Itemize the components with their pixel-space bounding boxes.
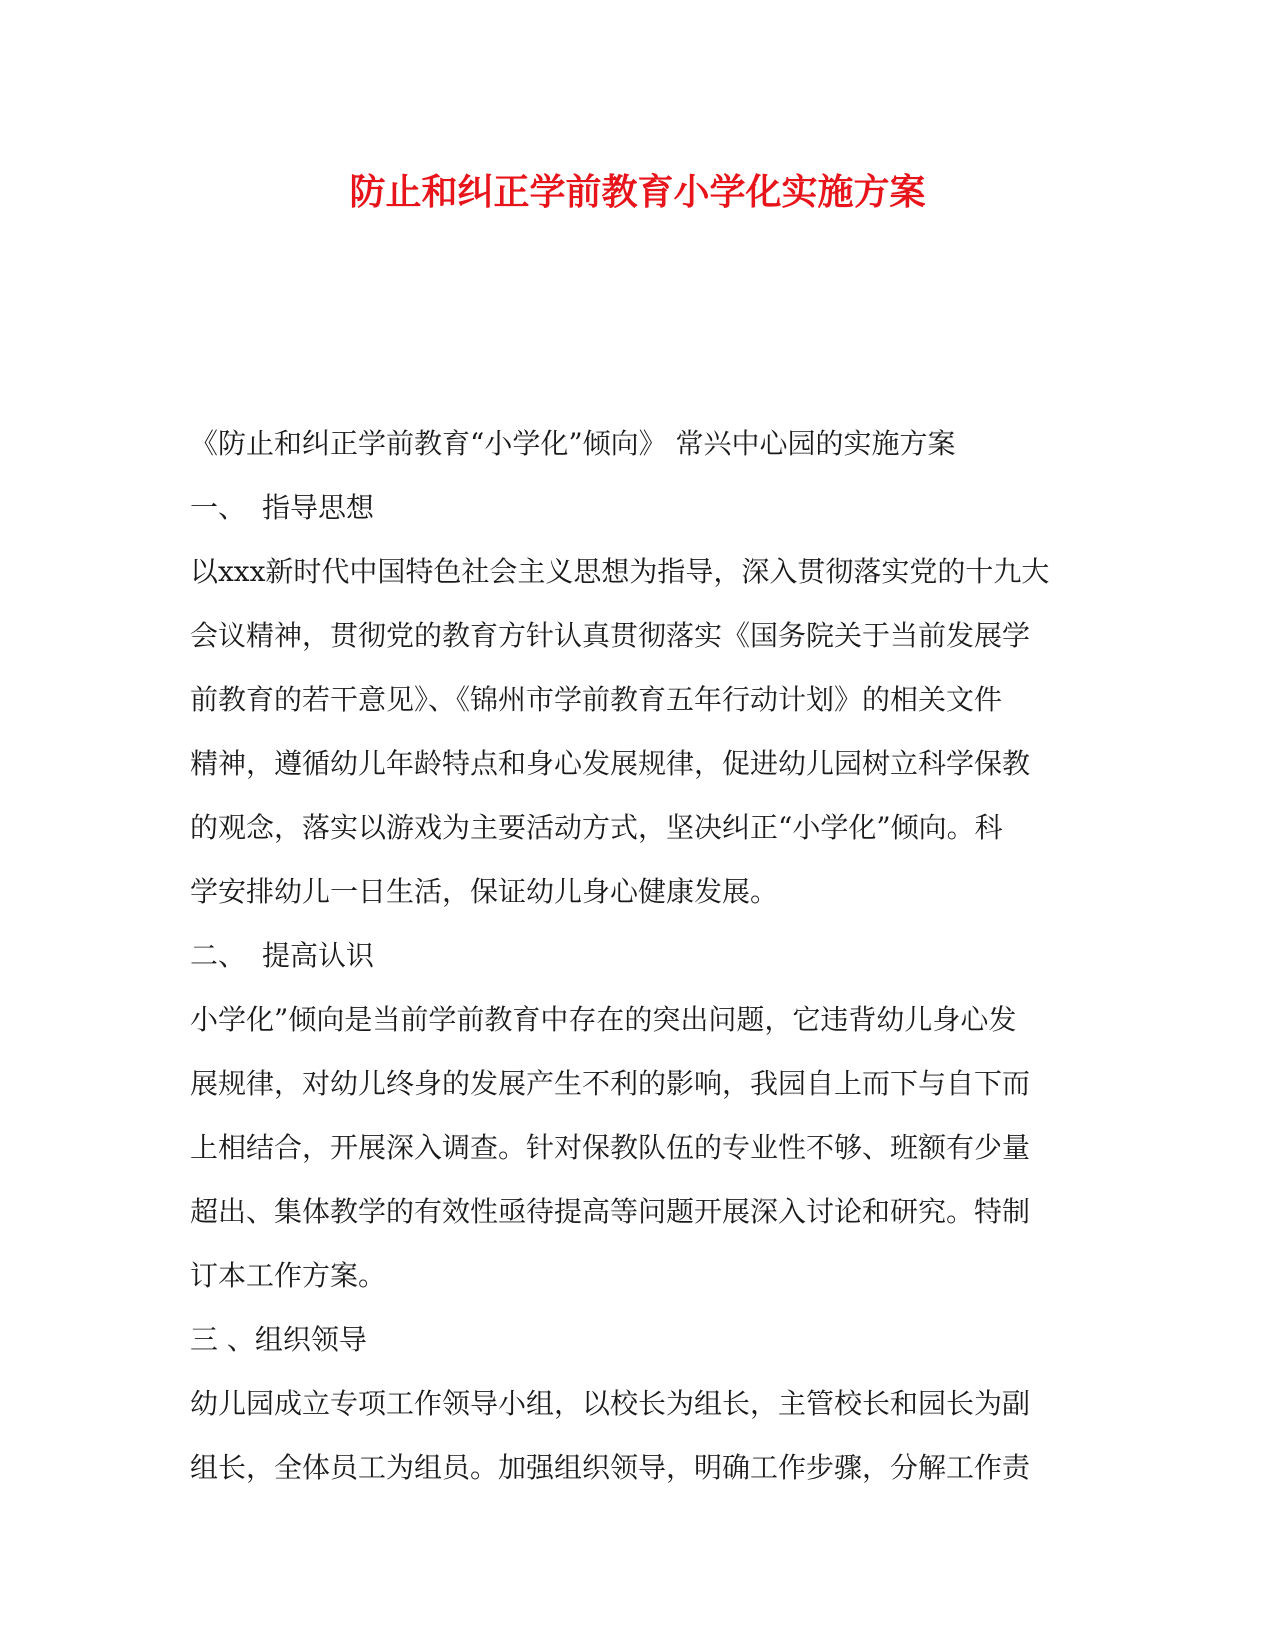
- section-heading-text: 组织领导: [254, 1323, 367, 1356]
- paragraph-line: 上相结合，开展深入调查。针对保教队伍的专业性不够、班额有少量: [190, 1131, 1031, 1164]
- section-number: 三 、: [190, 1323, 255, 1356]
- document-title: 防止和纠正学前教育小学化实施方案: [349, 171, 926, 213]
- paragraph-line: 前教育的若干意见》、《锦州市学前教育五年行动计划》的相关文件: [190, 683, 1003, 716]
- section-number: 二、: [190, 939, 247, 972]
- paragraph-line: 超出、集体教学的有效性亟待提高等问题开展深入讨论和研究。特制: [190, 1195, 1031, 1228]
- paragraph-line: 展规律，对幼儿终身的发展产生不利的影响，我园自上而下与自下而: [190, 1067, 1031, 1100]
- paragraph-line: 精神，遵循幼儿年龄特点和身心发展规律，促进幼儿园树立科学保教: [190, 747, 1031, 780]
- paragraph-line: 学安排幼儿一日生活，保证幼儿身心健康发展。: [190, 875, 779, 908]
- document-subtitle: 《防止和纠正学前教育“小学化”倾向》 常兴中心园的实施方案: [190, 427, 956, 460]
- document-body: [190, 412, 1080, 1500]
- paragraph-line: 幼儿园成立专项工作领导小组，以校长为组长，主管校长和园长为副: [190, 1387, 1031, 1420]
- section-number: 一、: [190, 491, 247, 524]
- paragraph-line: 会议精神，贯彻党的教育方针认真贯彻落实《国务院关于当前发展学: [190, 619, 1031, 652]
- paragraph-line: 的观念，落实以游戏为主要活动方式，坚决纠正“小学化”倾向。科: [190, 811, 1003, 844]
- section-heading-1: [190, 476, 1080, 540]
- paragraph-line: 以xxx新时代中国特色社会主义思想为指导，深入贯彻落实党的十九大: [190, 555, 1050, 588]
- section-heading-text: 指导思想: [262, 491, 375, 524]
- section-heading-2: [190, 924, 1080, 988]
- paragraph-line: 小学化”倾向是当前学前教育中存在的突出问题，它违背幼儿身心发: [190, 1003, 1017, 1036]
- section-heading-3: [190, 1308, 1080, 1372]
- paragraph-line: 订本工作方案。: [190, 1259, 387, 1292]
- section-heading-text: 提高认识: [262, 939, 375, 972]
- paragraph-line: 组长，全体员工为组员。加强组织领导，明确工作步骤，分解工作责: [190, 1451, 1031, 1484]
